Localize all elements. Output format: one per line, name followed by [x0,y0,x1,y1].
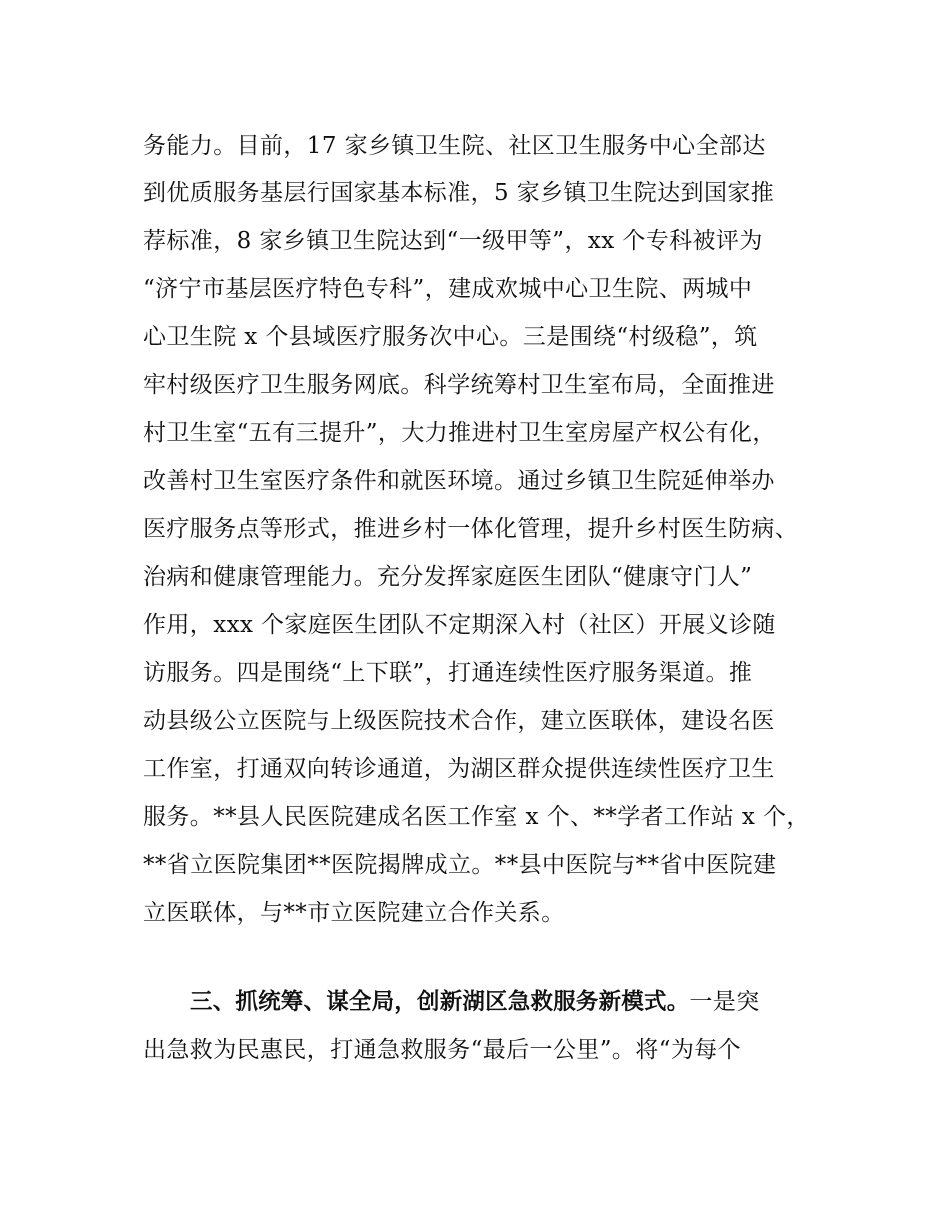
paragraph-line: 医疗服务点等形式，推进乡村一体化管理，提升乡村医生防病、 [143,516,799,542]
paragraph-line: 访服务。四是围绕“上下联”，打通连续性医疗服务渠道。推 [143,660,753,686]
paragraph-line: 作用，xxx 个家庭医生团队不定期深入村（社区）开展义诊随 [143,612,776,638]
paragraph-line: 出急救为民惠民，打通急救服务“最后一公里”。将“为每个 [143,1037,742,1063]
paragraph-line: 治病和健康管理能力。充分发挥家庭医生团队“健康守门人” [143,564,753,590]
paragraph-line: 荐标准，8 家乡镇卫生院达到“一级甲等”，xx 个专科被评为 [143,228,763,254]
paragraph-line: 立医联体，与**市立医院建立合作关系。 [143,900,565,926]
paragraph-line: “济宁市基层医疗特色专科”，建成欢城中心卫生院、两城中 [143,276,753,302]
section-body-text: 一是突 [689,989,760,1015]
paragraph-line: 村卫生室“五有三提升”，大力推进村卫生室房屋产权公有化， [143,420,776,446]
paragraph-line: 牢村级医疗卫生服务网底。科学统筹村卫生室布局，全面推进 [143,372,775,398]
paragraph-line: 改善村卫生室医疗条件和就医环境。通过乡镇卫生院延伸举办 [143,468,775,494]
paragraph-line: 工作室，打通双向转诊通道，为湖区群众提供连续性医疗卫生 [143,756,775,782]
paragraph-line: 动县级公立医院与上级医院技术合作，建立医联体，建设名医 [143,708,775,734]
section-heading: 三、抓统筹、谋全局，创新湖区急救服务新模式。 [190,989,690,1015]
paragraph-line: **省立医院集团**医院揭牌成立。**县中医院与**省中医院建 [143,852,777,878]
section3-first-line [190,987,760,1017]
paragraph-line: 务能力。目前，17 家乡镇卫生院、社区卫生服务中心全部达 [143,133,766,159]
paragraph-line: 服务。**县人民医院建成名医工作室 x 个、**学者工作站 x 个， [143,804,810,830]
paragraph-line: 到优质服务基层行国家基本标准，5 家乡镇卫生院达到国家推 [143,180,775,206]
paragraph-line: 心卫生院 x 个县域医疗服务次中心。三是围绕“村级稳”，筑 [143,324,758,350]
